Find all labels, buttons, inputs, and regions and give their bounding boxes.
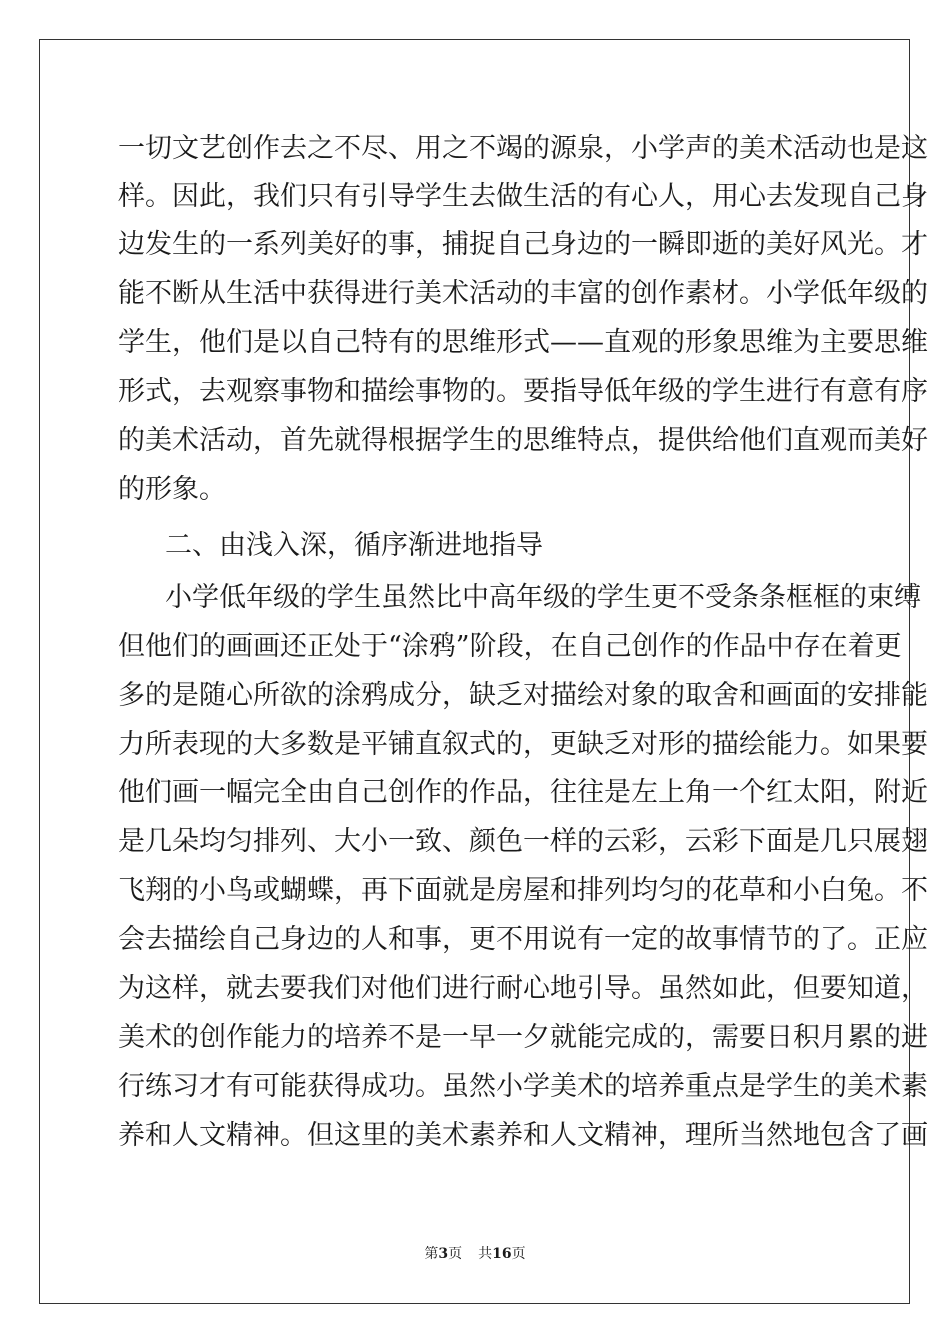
page-total-number: 16 bbox=[492, 1246, 512, 1262]
paragraph-line: 为这样，就去要我们对他们进行耐心地引导。虽然如此，但要知道， bbox=[118, 973, 928, 1004]
total-suffix: 页 bbox=[511, 1246, 526, 1262]
paragraph-line: 的形象。 bbox=[118, 474, 226, 505]
paragraph-line: 飞翔的小鸟或蝴蝶，再下面就是房屋和排列均匀的花草和小白兔。不 bbox=[118, 875, 928, 906]
paragraph-line: 学生，他们是以自己特有的思维形式——直观的形象思维为主要思维 bbox=[118, 327, 928, 358]
page-footer bbox=[0, 1244, 950, 1264]
paragraph-line: 是几朵均匀排列、大小一致、颜色一样的云彩，云彩下面是几只展翅 bbox=[118, 826, 928, 857]
total-prefix: 共 bbox=[478, 1246, 493, 1262]
paragraph-line: 力所表现的大多数是平铺直叙式的，更缺乏对形的描绘能力。如果要 bbox=[118, 729, 928, 760]
paragraph-line: 养和人文精神。但这里的美术素养和人文精神，理所当然地包含了画 bbox=[118, 1120, 928, 1151]
page-suffix: 页 bbox=[448, 1246, 463, 1262]
paragraph-line: 但他们的画画还正处于“涂鸦”阶段，在自己创作的作品中存在着更 bbox=[118, 631, 902, 662]
paragraph-line: 一切文艺创作去之不尽、用之不竭的源泉，小学声的美术活动也是这 bbox=[118, 133, 928, 164]
paragraph-line: 他们画一幅完全由自己创作的作品，往往是左上角一个红太阳，附近 bbox=[118, 777, 928, 808]
paragraph-line: 美术的创作能力的培养不是一早一夕就能完成的，需要日积月累的进 bbox=[118, 1022, 928, 1053]
paragraph-line: 会去描绘自己身边的人和事，更不用说有一定的故事情节的了。正应 bbox=[118, 924, 928, 955]
paragraph-line: 能不断从生活中获得进行美术活动的丰富的创作素材。小学低年级的 bbox=[118, 278, 928, 309]
paragraph-line: 样。因此，我们只有引导学生去做生活的有心人，用心去发现自己身 bbox=[118, 181, 928, 212]
section-heading: 二、由浅入深，循序渐进地指导 bbox=[165, 530, 543, 561]
paragraph-line: 行练习才有可能获得成功。虽然小学美术的培养重点是学生的美术素 bbox=[118, 1071, 928, 1102]
page-prefix: 第 bbox=[424, 1246, 439, 1262]
paragraph-line: 边发生的一系列美好的事，捕捉自己身边的一瞬即逝的美好风光。才 bbox=[118, 229, 928, 260]
paragraph-line: 形式，去观察事物和描绘事物的。要指导低年级的学生进行有意有序 bbox=[118, 376, 928, 407]
paragraph-line: 的美术活动，首先就得根据学生的思维特点，提供给他们直观而美好 bbox=[118, 425, 928, 456]
paragraph-line: 多的是随心所欲的涂鸦成分，缺乏对描绘对象的取舍和画面的安排能 bbox=[118, 680, 928, 711]
page-current-number: 3 bbox=[438, 1246, 449, 1262]
paragraph-line: 小学低年级的学生虽然比中高年级的学生更不受条条框框的束缚 bbox=[165, 582, 921, 613]
